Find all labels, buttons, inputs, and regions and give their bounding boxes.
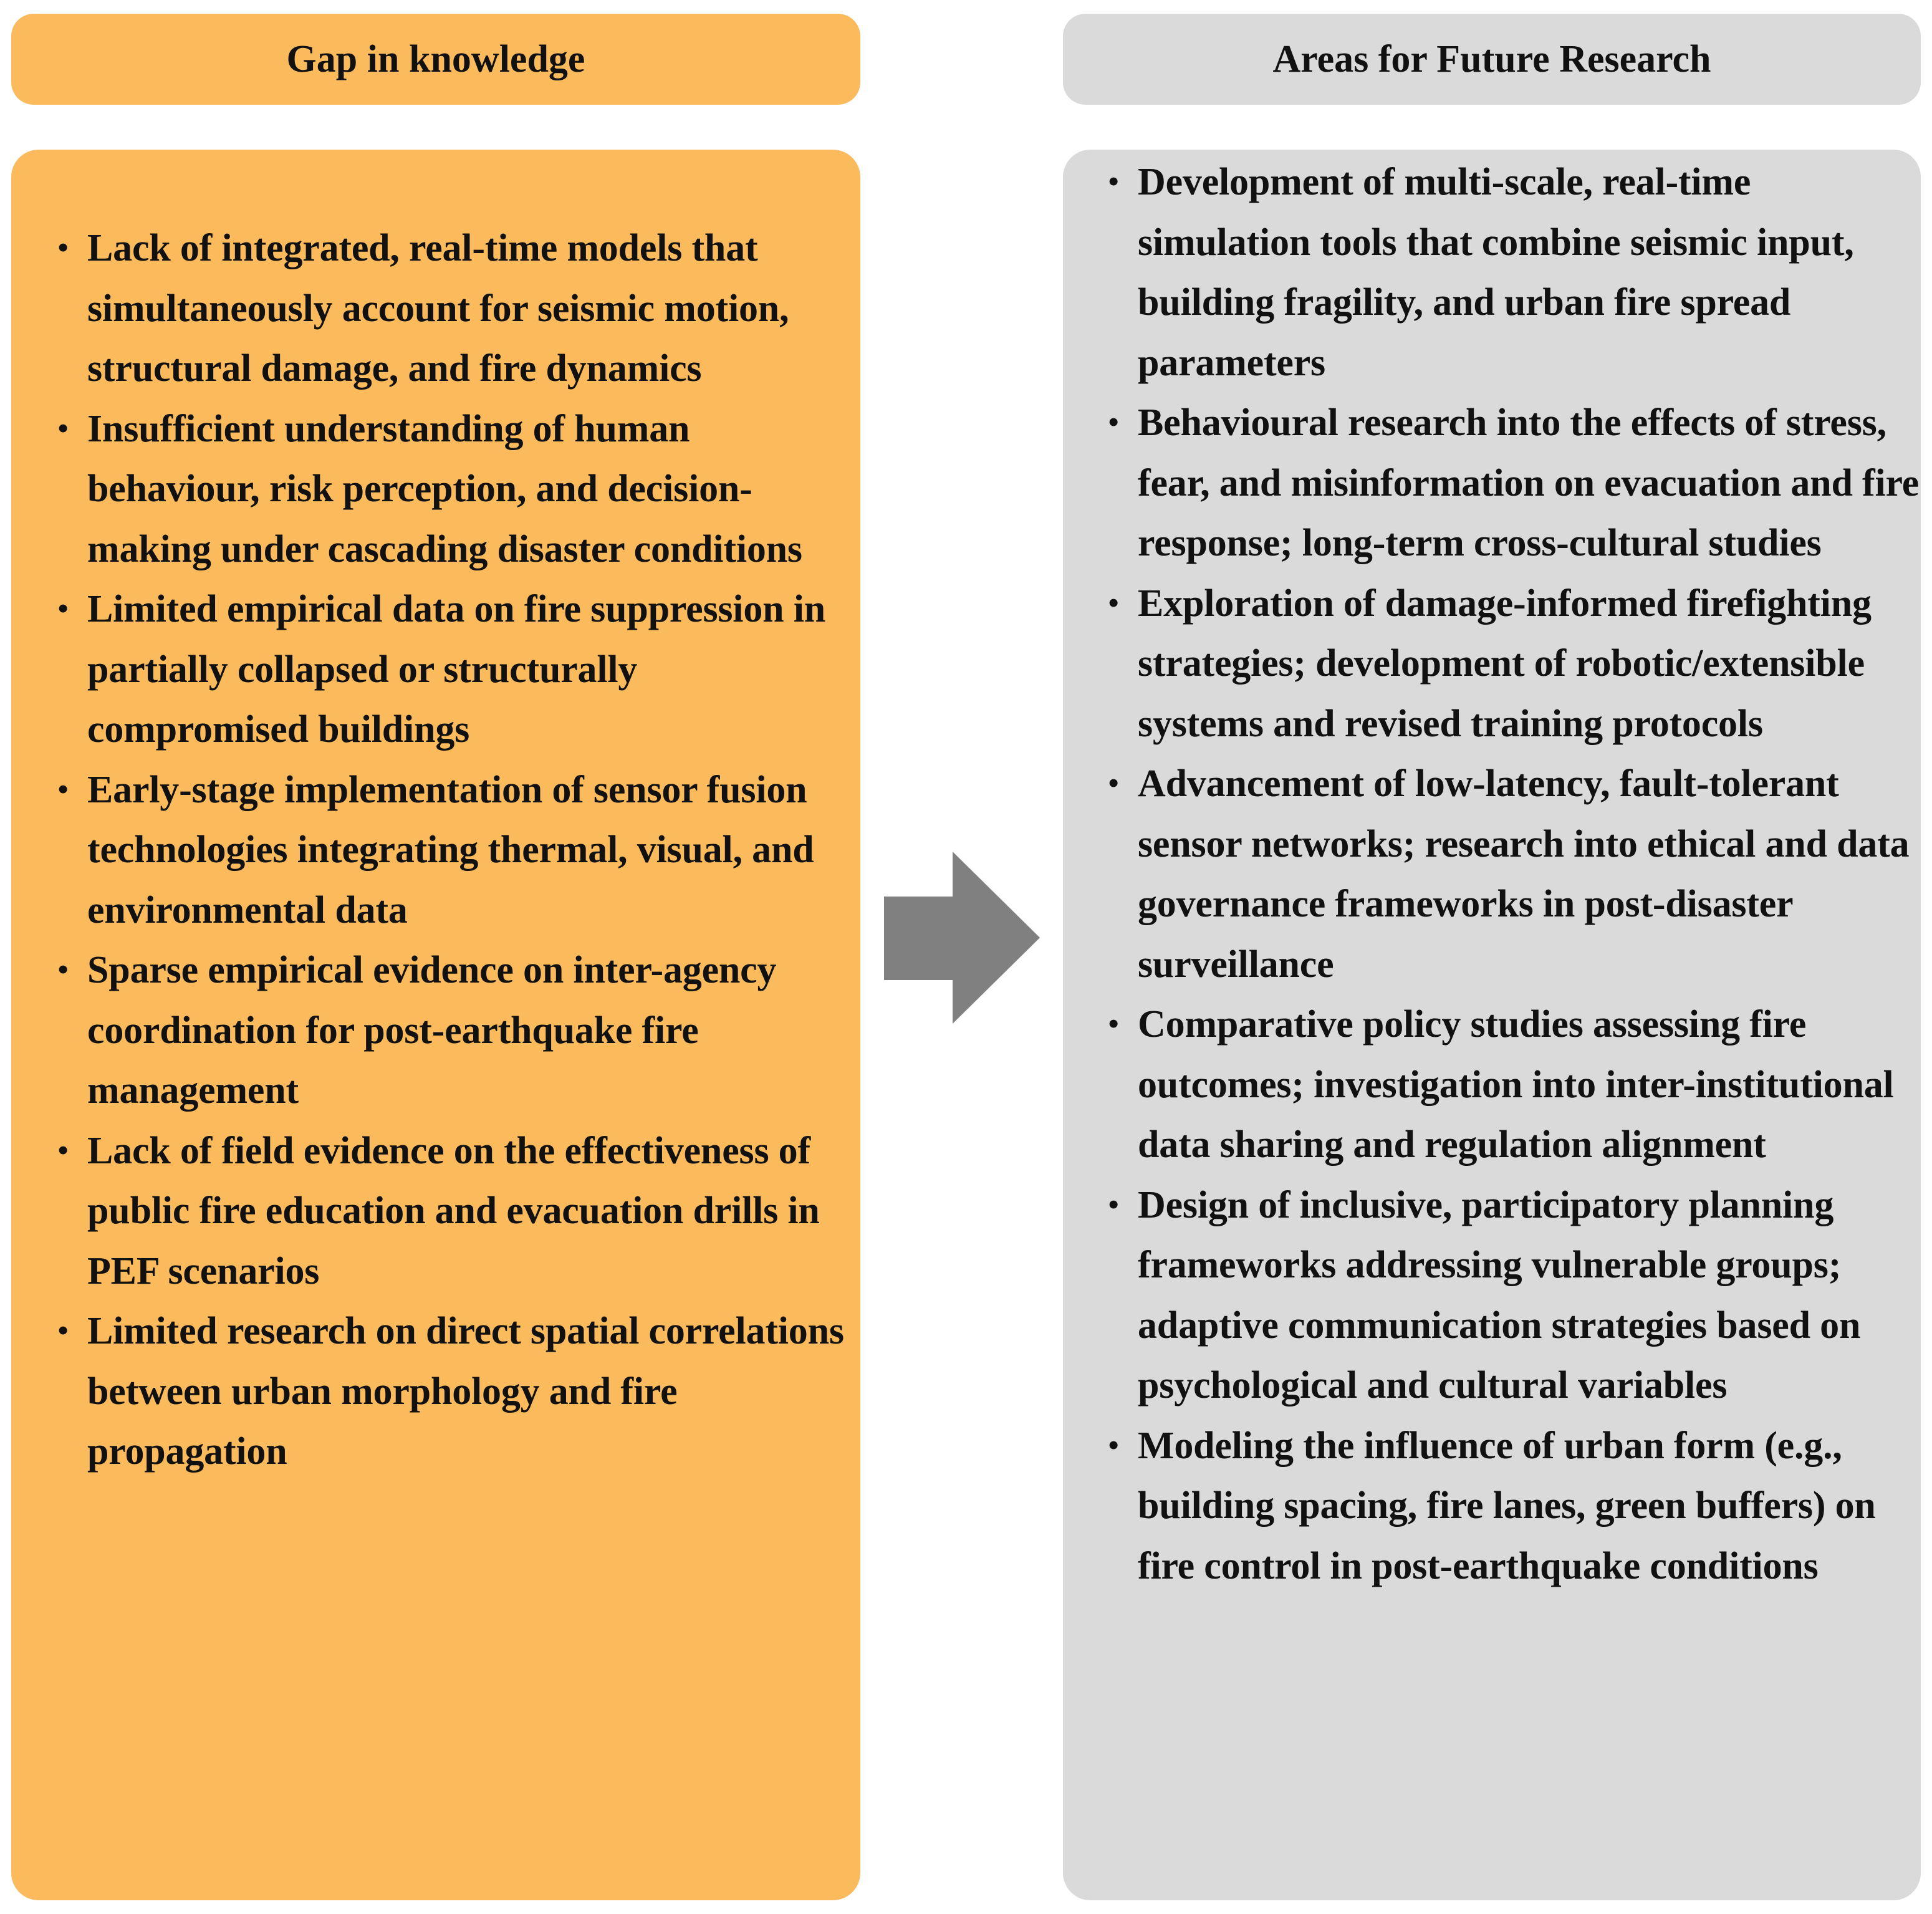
bullet-icon: • xyxy=(1108,165,1119,198)
research-item xyxy=(1104,1416,1921,1597)
bullet-icon: • xyxy=(57,592,69,625)
gap-item-text: Lack of integrated, real-time models that simultaneously account for seismic motion, structural damage, and fire dynamics xyxy=(87,227,789,390)
research-item xyxy=(1104,1175,1921,1416)
bullet-icon: • xyxy=(57,772,69,806)
research-item-text: Behavioural research into the effects of stress, fear, and misinformation on evacuation and fire response; long-term cross-cultural studies xyxy=(1138,402,1920,564)
gap-item-text: Limited empirical data on fire suppression in partially collapsed or structurally compromised buildings xyxy=(87,588,826,751)
research-item xyxy=(1104,393,1921,574)
bullet-icon: • xyxy=(1108,767,1119,800)
right-arrow-icon xyxy=(884,852,1040,1024)
bullet-icon: • xyxy=(1108,1007,1119,1041)
bullet-icon: • xyxy=(57,953,69,986)
bullet-icon: • xyxy=(57,1133,69,1167)
future-research-list xyxy=(1104,152,1921,1596)
research-item-text: Comparative policy studies assessing fire outcomes; investigation into inter-institutional data sharing and regulation alignment xyxy=(1138,1003,1894,1166)
research-item-text: Design of inclusive, participatory planning frameworks addressing vulnerable groups; adaptive communication strategies based on psychological and cultural variables xyxy=(1138,1183,1861,1407)
future-research-title: Areas for Future Research xyxy=(1272,37,1711,80)
research-item xyxy=(1104,754,1921,994)
bullet-icon: • xyxy=(57,411,69,445)
gap-item xyxy=(54,579,864,760)
gap-in-knowledge-panel xyxy=(11,150,860,1900)
research-item xyxy=(1104,152,1921,393)
gap-item xyxy=(54,1121,864,1302)
bullet-icon: • xyxy=(57,1314,69,1347)
gap-item xyxy=(54,940,864,1121)
research-item xyxy=(1104,574,1921,754)
gap-item xyxy=(54,1301,864,1482)
research-item-text: Exploration of damage-informed firefighting strategies; development of robotic/extensible systems and revised training protocols xyxy=(1138,582,1872,745)
gap-in-knowledge-list xyxy=(54,218,864,1482)
research-item-text: Development of multi-scale, real-time simulation tools that combine seismic input, building fragility, and urban fire spread parameters xyxy=(1138,161,1854,384)
gap-item-text: Insufficient understanding of human behaviour, risk perception, and decision-making under cascading disaster conditions xyxy=(87,407,802,570)
research-item-text: Advancement of low-latency, fault-tolerant sensor networks; research into ethical and data governance frameworks in post-disaster surveillance xyxy=(1138,762,1910,986)
gap-item-text: Early-stage implementation of sensor fusion technologies integrating thermal, visual, and environmental data xyxy=(87,768,814,931)
future-research-panel xyxy=(1063,150,1921,1900)
bullet-icon: • xyxy=(1108,1428,1119,1462)
gap-in-knowledge-header xyxy=(11,14,860,105)
arrow-shape xyxy=(884,852,1040,1024)
gap-item-text: Lack of field evidence on the effectiveness of public fire education and evacuation drills in PEF scenarios xyxy=(87,1129,820,1292)
bullet-icon: • xyxy=(1108,586,1119,620)
gap-item xyxy=(54,218,864,399)
gap-item xyxy=(54,399,864,580)
research-item-text: Modeling the influence of urban form (e.g., building spacing, fire lanes, green buffers) on fire control in post-earthquake conditions xyxy=(1138,1424,1876,1587)
bullet-icon: • xyxy=(1108,406,1119,439)
gap-item xyxy=(54,760,864,941)
bullet-icon: • xyxy=(57,231,69,264)
research-item xyxy=(1104,994,1921,1175)
future-research-header xyxy=(1063,14,1921,105)
gap-item-text: Limited research on direct spatial correlations between urban morphology and fire propagation xyxy=(87,1310,844,1473)
gap-in-knowledge-title: Gap in knowledge xyxy=(286,37,585,80)
bullet-icon: • xyxy=(1108,1188,1119,1221)
gap-item-text: Sparse empirical evidence on inter-agency coordination for post-earthquake fire management xyxy=(87,949,777,1112)
